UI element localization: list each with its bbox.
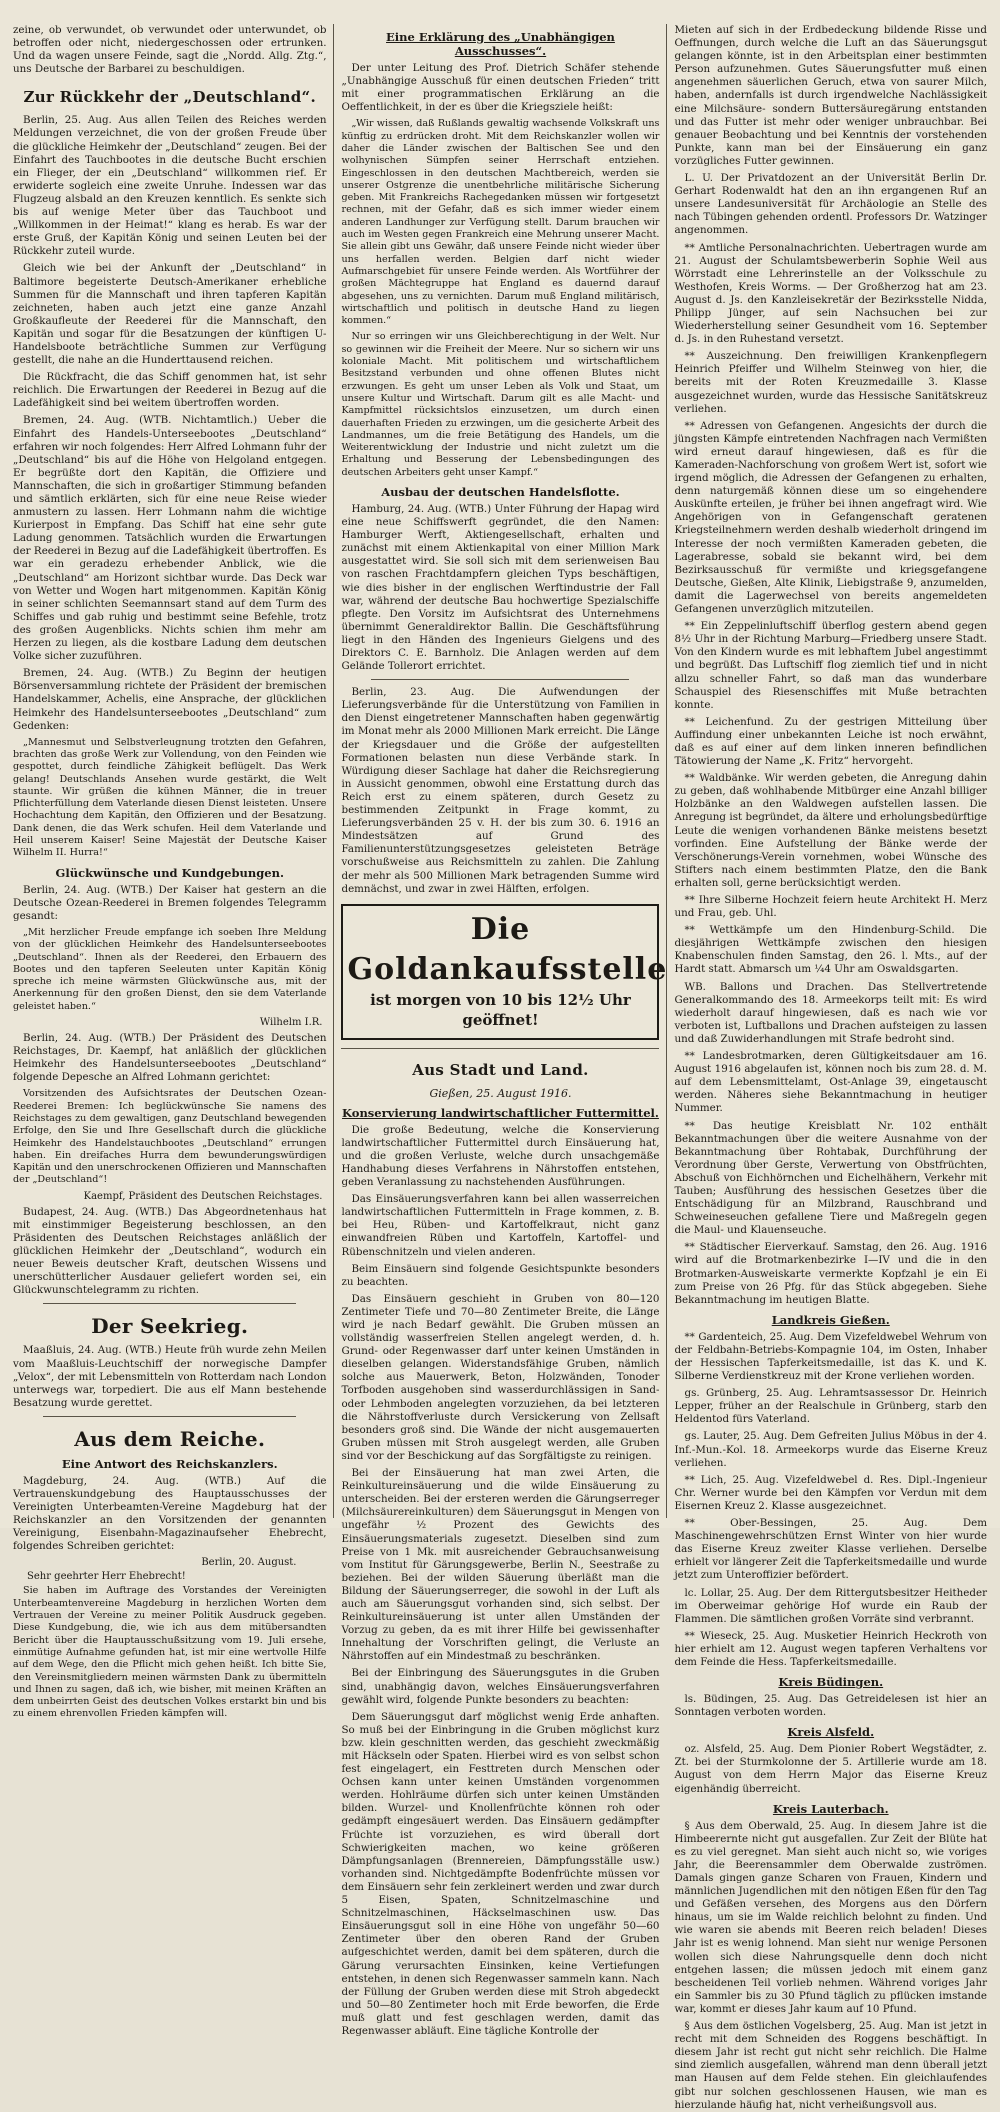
subhead-glueckwuensche: Glückwünsche und Kundgebungen.: [55, 865, 284, 880]
paragraph: WB. Ballons und Drachen. Das Stellvertretende Generalkommando des 18. Armeekorps teilt mit: Es wird wiederholt darauf hingewiesen, daß es nach wie vor verboten ist, Luftballons und Drachen aufsteigen zu lassen und daß Zuwiderhandlungen mit Strafe bedroht sind.: [674, 980, 987, 1045]
letter-place-date: Berlin, 20. August.: [201, 1557, 297, 1569]
paragraph: gs. Lauter, 25. Aug. Dem Gefreiten Julius Möbus in der 4. Inf.-Mun.-Kol. 18. Armeekorps wurde das Eiserne Kreuz verliehen.: [674, 1430, 987, 1469]
headline-reiche: Aus dem Reiche.: [74, 1426, 266, 1451]
paragraph: ls. Büdingen, 25. Aug. Das Getreidelesen ist hier an Sonntagen verboten worden.: [674, 1693, 987, 1719]
signature-kaempf: Kaempf, Präsident des Deutschen Reichstages.: [83, 1190, 323, 1202]
notice-subtitle: ist morgen von 10 bis 12½ Uhr geöffnet!: [370, 990, 631, 1029]
paragraph: Berlin, 25. Aug. Aus allen Teilen des Reiches werden Meldungen verzeichnet, die von der großen Freude über die glückliche Heimkehr der „Deutschland“ zeugen. Bei der Einfahrt des Tauchbootes in die deutsche Bucht erschien ein Flieger, der ein „Deutschland“ willkommen rief. Er erwiderte sogleich eine zweite Unruhe. Indessen war das Flugzeug alsbald an den Kreuzen kenntlich. Es senkte sich bis auf wenige Meter über das Tauchboot und „Willkommen in der Heimat!“ klang es herab. Es war der erste Gruß, der Kapitän König und seinen Leuten bei der Rückkehr zuteil wurde.: [13, 114, 327, 258]
paragraph: ** Landesbrotmarken, deren Gültigkeitsdauer am 16. August 1916 abgelaufen ist, können noch bis zum 28. d. M. auf dem Lebensmittelamt, Ost-Anlage 39, eingetauscht werden. Näheres siehe Bekanntmachung in heutiger Nummer.: [674, 1050, 987, 1115]
paragraph: Das Einsäuern geschieht in Gruben von 80—120 Zentimeter Tiefe und 70—80 Zentimeter Breite, die Länge wird je nach Bedarf gewählt. Die Gruben müssen an vollständig wasserfreien Stellen angelegt werden, d. h. Grund- oder Regenwasser darf unter keinen Umständen in dieselben gelangen. Widerstandsfähige Gruben, nämlich solche aus Mauerwerk, Beton, Holzwänden, Tonoder Torfboden ausgehoben sind wasserdurchlässigen in Sand- oder Lehmboden angelegten vorzuziehen, da bei letzteren die Nährstoffverluste durch Versickerung von Zellsaft besonders groß sind. Die Wände der nicht ausgemauerten Gruben müssen mit Stroh ausgelegt werden, alle Gruben sind vor der Beschickung auf das Sorgfältigste zu reinigen.: [341, 1292, 660, 1462]
paragraph: ** Amtliche Personalnachrichten. Uebertragen wurde am 21. August der Schulamtsbewerberin Sophie Weil aus Wörrstadt eine Lehrerinstelle an der Volksschule zu Westhofen, Kreis Worms. — Der Großherzog hat am 23. August d. Js. den Kanzleisekretär der Bezirksstelle Nidda, Philipp Jünger, auf sein Nachsuchen bei zur Wiederherstellung seiner Gesundheit vom 16. September d. Js. in den Ruhestand versetzt.: [674, 241, 987, 346]
paragraph: ** Leichenfund. Zu der gestrigen Mitteilung über Auffindung einer unbekannten Leiche ist noch erwähnt, daß es auf einer auf dem linken inneren befindlichen Tätowierung der Name „K. Fritz“ hervorgeht.: [674, 715, 987, 768]
quote-paragraph: „Wir wissen, daß Rußlands gewaltig wachsende Volkskraft uns künftig zu erdrücken droht. Mit dem Reichskanzler wollen wir daher die Länder zwischen der Baltischen See und den wolhynischen Sümpfen seiner Herrschaft entziehen. Eingeschlossen in den deutschen Machtbereich, werden sie unserer Ostgrenze die unentbehrliche militärische Sicherung geben. Mit Frankreichs Rachegedanken müssen wir fortgesetzt rechnen, mit der Gefahr, daß es sich immer wieder einem anderen Landhunger zur Verfügung stellt. Darum brauchen wir auch im Westen gegen Frankreich eine Mehrung unserer Macht. Sie allein gibt uns Gewähr, daß unsere Feinde nicht wieder über uns herfallen werden. Belgien darf nicht wieder Aufmarschgebiet für unsere Feinde werden. Als Wortführer der großen Mächtegruppe hat England es dauernd darauf abgesehen, uns zu vernichten. Darum muß England militärisch, wirtschaftlich und politisch in deutsche Hand zu liegen kommen.“: [341, 118, 660, 327]
paragraph: Bei der Einsäuerung hat man zwei Arten, die Reinkultureinsäuerung und die wilde Einsäuerung zu unterscheiden. Bei der ersteren werden die Gärungserreger (Milchsäurereinkulturen) dem Säuerungsgut in Mengen von ungefähr ½ Prozent des Gewichts des Einsäuerungsmaterials zugesetzt. Dieselben sind zum Preise von 1 Mk. mit ausreichender Gebrauchsanweisung vom Institut für Gärungsgewerbe, Berlin N., Seestraße zu beziehen. Bei der wilden Säuerung überläßt man die Bildung der Säuerungserreger, die sowohl in der Luft als auch am Säuerungsgut vorhanden sind, sich selbst. Der Reinkultureinsäuerung ist unter allen Umständen der Vorzug zu geben, da es mit ihrer Hilfe bei gewissenhafter Innehaltung der Vorschriften gelingt, die Verluste an Nährstoffen auf ein Mindestmaß zu beschränken.: [341, 1467, 660, 1663]
dateline: Gießen, 25. August 1916.: [429, 1086, 572, 1100]
paragraph: Hamburg, 24. Aug. (WTB.) Unter Führung der Hapag wird eine neue Schiffswerft gegründet, die den Namen: Hamburger Werft, Aktiengesellschaft, erhalten und zunächst mit einem Aktienkapital von einer Million Mark ausgestattet wird. Sie soll sich mit dem serienweisen Bau von raschen Frachtdampfern gleichen Typs beschäftigen, wie dies bisher in der englischen Werftindustrie der Fall war, während der deutsche Bau hochwertige Spezialschiffe pflegte. Den Vorsitz im Aufsichtsrat des Unternehmens übernimmt Generaldirektor Ballin. Die Geschäftsführung liegt in den Händen des Ingenieurs Gielgens und des Direktors C. E. Barnholz. Die Anlagen werden auf dem Gelände Tollerort errichtet.: [341, 502, 660, 673]
subhead-landkreis-giessen: Landkreis Gießen.: [771, 1312, 890, 1327]
goldankauf-notice: [341, 904, 668, 1040]
quote-paragraph: „Mannesmut und Selbstverleugnung trotzten den Gefahren, brachten das große Werk zur Vollendung, von den Feinden wie gespottet, durch feindliche Zähigkeit beflügelt. Das Werk gelang! Deutschlands Ansehen wurde gestärkt, die Welt staunte. Wir grüßen die kühnen Männer, die in treuer Pflichterfüllung dem Vaterlande diesen Dienst leisteten. Unsere Hochachtung dem Kapitän, den Offizieren und der Besatzung. Dank denen, die das Werk schufen. Heil dem Vaterlande und Heil unserem Kaiser! Seine Majestät der Deutsche Kaiser Wilhelm II. Hurra!“: [13, 736, 327, 859]
subhead-handelsflotte: Ausbau der deutschen Handelsflotte.: [381, 484, 620, 499]
divider: [43, 1416, 296, 1417]
letter-body: Sie haben im Auftrage des Vorstandes der Vereinigten Unterbeamtenvereine Magdeburg in herzlichen Worten dem Vertrauen der Vereine zu meiner Politik Ausdruck gegeben. Diese Kundgebung, die, wie ich aus dem mitübersandten Bericht über die Hauptausschußsitzung vom 19. Juli ersehe, einmütige Aufnahme gefunden hat, ist mir eine wertvolle Hilfe auf dem Wege, den die Pflicht mich gehen heißt. Ich bitte Sie, den Vereinsmitgliedern meinen wärmsten Dank zu übermitteln und Ihnen zu sagen, daß ich, wie bisher, mit meinen Kräften an dem unbeirrten Geist des deutschen Volkes erstarkt bin und bis zu einem ehrenvollen Frieden kämpfen will.: [13, 1585, 327, 1720]
paragraph: ** Städtischer Eierverkauf. Samstag, den 26. Aug. 1916 wird auf die Brotmarkenbezirke I—IV und die in den Brotmarken-Ausweiskarte vermerkte Kopfzahl je ein Ei zum Preise von 26 Pfg. für das Stück abgegeben. Siehe Bekanntmachung im heutigen Blatte.: [674, 1241, 987, 1306]
letter-salutation: Sehr geehrter Herr Ehebrecht!: [27, 1571, 186, 1583]
paragraph: ** Waldbänke. Wir werden gebeten, die Anregung dahin zu geben, daß wohlhabende Mitbürger eine Anzahl billiger Holzbänke an den Waldwegen aufstellen lassen. Die Anregung ist begründet, da ältere und erholungsbedürftige Leute die wenigen vorhandenen Bänke meistens besetzt vorfinden. Eine Aufstellung der Bänke werde der Verschönerungs-Verein vornehmen, wobei Wünsche des Stifters nach einem bestimmten Platze, den die Bank erhalten soll, gerne berücksichtigt werden.: [674, 772, 987, 889]
paragraph: Maaßluis, 24. Aug. (WTB.) Heute früh wurde zehn Meilen vom Maaßluis-Leuchtschiff der norwegische Dampfer „Velox“, der mit Lebensmitteln von Rotterdam nach London unterwegs war, torpediert. Die aus elf Mann bestehende Besatzung wurde gerettet.: [13, 1344, 327, 1409]
paragraph: Berlin, 24. Aug. (WTB.) Der Kaiser hat gestern an die Deutsche Ozean-Reederei in Bremen folgendes Telegramm gesandt:: [13, 883, 327, 922]
paragraph: L. U. Der Privatdozent an der Universität Berlin Dr. Gerhart Rodenwaldt hat den an ihn ergangenen Ruf an unsere Landesuniversität für Archäologie an Stelle des nach Tübingen gehenden ordentl. Professors Dr. Watzinger angenommen.: [674, 172, 987, 237]
paragraph: Der unter Leitung des Prof. Dietrich Schäfer stehende „Unabhängige Ausschuß für einen deutschen Frieden“ tritt mit einer programmatischen Erklärung an die Oeffentlichkeit, in der es über die Kriegsziele heißt:: [341, 62, 660, 114]
paragraph: Die Rückfracht, die das Schiff genommen hat, ist sehr reichlich. Die Erwartungen der Reederei in Bezug auf die Ladefähigkeit sind bei weitem übertroffen worden.: [13, 371, 327, 410]
column-1: [6, 24, 333, 1720]
paragraph: ** Ein Zeppelinluftschiff überflog gestern abend gegen 8½ Uhr in der Richtung Marburg—Friedberg unsere Stadt. Von den Kindern wurde es mit lebhaftem Jubel angestimmt und begrüßt. Das Luftschiff flog ziemlich tief und in nicht allzu schneller Fahrt, so daß man das wunderbare Schauspiel des Riesenschiffes mit Muße betrachten konnte.: [674, 620, 987, 711]
paragraph: ** Ober-Bessingen, 25. Aug. Dem Maschinengewehrschützen Ernst Winter von hier wurde das Eiserne Kreuz zweiter Klasse verliehen. Derselbe erhielt vor längerer Zeit die Tapferkeitsmedaille und wurde jetzt zum Unteroffizier befördert.: [674, 1517, 987, 1582]
headline-seekrieg: Der Seekrieg.: [91, 1314, 249, 1339]
subhead-kreis-lauterbach: Kreis Lauterbach.: [772, 1801, 889, 1816]
paragraph: ** Ihre Silberne Hochzeit feiern heute Architekt H. Merz und Frau, geb. Uhl.: [674, 894, 987, 920]
signature-kaiser: Wilhelm I.R.: [259, 1017, 323, 1029]
subhead-kreis-buedingen: Kreis Büdingen.: [778, 1675, 884, 1690]
paragraph: Magdeburg, 24. Aug. (WTB.) Auf die Vertrauenskundgebung des Hauptausschusses der Vereinigten Unterbeamten-Vereine Magdeburg hat der Reichskanzler an den Vorsitzenden der genannten Vereinigung, Eisenbahn-Magazinaufseher Ehebrecht, folgendes Schreiben gerichtet:: [13, 1474, 327, 1553]
quote-paragraph: Vorsitzenden des Aufsichtsrates der Deutschen Ozean-Reederei Bremen: Ich beglückwünsche Sie namens des Reichstages zu dem gewaltigen, ganz Deutschland bewegenden Erfolge, den Sie und Ihre Gesellschaft durch die glückliche Heimkehr des Handelstauchbootes „Deutschland“ errungen haben. Ein dreifaches Hurra dem bewunderungswürdigen Kapitän und den unerschrockenen Offizieren und Mannschaften der „Deutschland“!: [13, 1088, 327, 1186]
subhead-erklaerung: Eine Erklärung des „Unabhängigen Ausschusses“.: [386, 30, 615, 58]
paragraph: gs. Grünberg, 25. Aug. Lehramtsassessor Dr. Heinrich Lepper, früher an der Realschule in Grünberg, starb den Heldentod fürs Vaterland.: [674, 1387, 987, 1426]
column-2: [333, 24, 668, 2037]
paragraph: Beim Einsäuern sind folgende Gesichtspunkte besonders zu beachten.: [341, 1262, 660, 1288]
quote-paragraph: „Mit herzlicher Freude empfange ich soeben Ihre Meldung von der glücklichen Heimkehr des Handelsunterseebootes „Deutschland“. Ihnen als der Reederei, den Erbauern des Bootes und den tapferen Seeleuten unter Kapitän König spreche ich meine wärmsten Glückwünsche aus, mit der Anerkennung für den großen Dienst, den sie dem Vaterlande geleistet haben.“: [13, 926, 327, 1012]
intro-paragraph: zeine, ob verwundet, ob verwundet oder unterwundet, ob betroffen oder nicht, niedergeschossen oder ertrunken. Und da wagen unsere Feinde, sagt die „Nordd. Allg. Ztg.“, uns Deutsche der Barbarei zu beschuldigen.: [13, 24, 327, 76]
columns: [6, 24, 994, 2111]
paragraph: ** Das heutige Kreisblatt Nr. 102 enthält Bekanntmachungen über die weitere Ausnahme von der Bekanntmachung über Rohtabak, Durchführung der Verordnung über Gerste, Verwertung von Obstfrüchten, Abschuß von Eichhörnchen und Eichelhähern, Verkehr mit Tauben; Ausführung des hessischen Gesetzes über die Entschädigung für an Milzbrand, Rauschbrand und Schweineseuchen gefallene Tiere und Maßregeln gegen die Maul- und Klauenseuche.: [674, 1119, 987, 1237]
paragraph: Bei der Einbringung des Säuerungsgutes in die Gruben sind, unabhängig davon, welches Einsäuerungsverfahren gewählt wird, folgende Punkte besonders zu beachten:: [341, 1667, 660, 1706]
paragraph: Berlin, 24. Aug. (WTB.) Der Präsident des Deutschen Reichstages, Dr. Kaempf, hat anläßlich der glücklichen Heimkehr des Handelsunterseebootes „Deutschland“ folgende Depesche an Alfred Lohmann gerichtet:: [13, 1032, 327, 1084]
paragraph: Bremen, 24. Aug. (WTB. Nichtamtlich.) Ueber die Einfahrt des Handels-Unterseebootes „Deutschland“ erfahren wir noch folgendes: Herr Alfred Lohmann fuhr der „Deutschland“ bis auf die Höhe von Helgoland entgegen. Er begrüßte dort den Kapitän, die Offiziere und Mannschaften, die sich in großartiger Stimmung befanden und sämtlich erklärten, sich für eine neue Reise wieder anmustern zu lassen. Herr Lohmann nahm die wichtige Kurierpost in Empfang. Das Schiff hat eine sehr gute Ladung genommen. Tatsächlich wurden die Erwartungen der Reederei in Bezug auf die Ladefähigkeit übertroffen. Es war ein geradezu erhebender Anblick, wie die „Deutschland“ am Horizont sichtbar wurde. Das Deck war von Wetter und Wogen hart mitgenommen. Kapitän König in seiner schlichten Seemannsart stand auf dem Turm des Schiffes und gab ruhig und bestimmt seine Befehle, trotz des großen Augenblicks. Nichts schien ihm mehr am Herzen zu liegen, als die kostbare Ladung dem deutschen Volke sicher zuzuführen.: [13, 414, 327, 663]
paragraph: Budapest, 24. Aug. (WTB.) Das Abgeordnetenhaus hat mit einstimmiger Begeisterung beschlossen, an den Präsidenten des Deutschen Reichstages anläßlich der glücklichen Heimkehr der „Deutschland“, wodurch ein neuer Beweis deutscher Kraft, deutschen Wissens und unerschütterlicher Ausdauer geliefert worden sei, ein Glückwunschtelegramm zu richten.: [13, 1205, 327, 1297]
subhead-kreis-alsfeld: Kreis Alsfeld.: [787, 1725, 875, 1740]
paragraph: Die große Bedeutung, welche die Konservierung landwirtschaftlicher Futtermittel durch Einsäuerung hat, und die großen Verluste, welche durch unsachgemäße Handhabung dieses Verfahrens in Nährstoffen entstehen, geben Veranlassung zu nachstehenden Ausführungen.: [341, 1123, 660, 1189]
headline-stadt-land: Aus Stadt und Land.: [412, 1060, 589, 1079]
paragraph: ** Wieseck, 25. Aug. Musketier Heinrich Heckroth von hier erhielt am 12. August wegen tapferen Verhaltens vor dem Feinde die Hess. Tapferkeitsmedaille.: [674, 1629, 987, 1668]
paragraph: oz. Alsfeld, 25. Aug. Dem Pionier Robert Wegstädter, z. Zt. bei der Sturmkolonne der 5. Artillerie wurde am 18. August von dem Herrn Major das Eiserne Kreuz eigenhändig überreicht.: [674, 1743, 987, 1795]
paragraph: Gleich wie bei der Ankunft der „Deutschland“ in Baltimore begeisterte Deutsch-Amerikaner erhebliche Summen für die Mannschaft und ihren tapferen Kapitän zeichneten, haben auch jetzt eine ganze Anzahl Großkaufleute der Reederei für die Mannschaft, den Kapitän und sogar für die Besatzungen der künftigen U-Handelsboote beträchtliche Summen zur Verfügung gestellt, die nahe an die Hunderttausend reichen.: [13, 262, 327, 367]
divider: [341, 1048, 659, 1049]
paragraph: lc. Lollar, 25. Aug. Der dem Rittergutsbesitzer Heitheder im Oberweimar gehörige Hof wurde ein Raub der Flammen. Die sämtlichen großen Vorräte sind verbrannt.: [674, 1586, 987, 1625]
paragraph: Bremen, 24. Aug. (WTB.) Zu Beginn der heutigen Börsenversammlung richtete der Präsident der bremischen Handelskammer, Achelis, eine Ansprache, der glücklichen Heimkehr des Handelsunterseebootes „Deutschland“ zum Gedenken:: [13, 667, 327, 732]
subhead-konservierung: Konservierung landwirtschaftlicher Futtermittel.: [342, 1105, 659, 1120]
paragraph: Berlin, 23. Aug. Die Aufwendungen der Lieferungsverbände für die Unterstützung von Familien in den Dienst eingetretener Mannschaften haben gegenwärtig im Monat mehr als 2000 Millionen Mark erreicht. Die Länge der Kriegsdauer und die Größe der aufgestellten Formationen belasten nun diese Verbände stark. In Würdigung dieser Sachlage hat daher die Reichsregierung in Aussicht genommen, obwohl eine Erstattung durch das Reich erst zu einem späteren, durch Gesetz zu bestimmenden Zeitpunkt in Frage kommt, zu Lieferungsverbänden 25 v. H. der bis zum 30. 6. 1916 an Mindestsätzen auf Grund des Familienunterstützungsgesetzes geleisteten Beträge vorschußweise aus Reichsmitteln zu zahlen. Die Zahlung der mehr als 500 Millionen Mark betragenden Summe wird demnächst, und zwar in zwei Hälften, erfolgen.: [341, 686, 660, 895]
headline-deutschland: Zur Rückkehr der „Deutschland“.: [23, 88, 316, 107]
paragraph: ** Auszeichnung. Den freiwilligen Krankenpflegern Heinrich Pfeiffer und Wilhelm Steinweg von hier, die bereits mit der Roten Kreuzmedaille 3. Klasse ausgezeichnet wurden, wurde das Hessische Sanitätskreuz verliehen.: [674, 350, 987, 415]
subhead-antwort: Eine Antwort des Reichskanzlers.: [61, 1456, 278, 1471]
paragraph: Das Einsäuerungsverfahren kann bei allen wasserreichen landwirtschaftlichen Futtermitteln in Frage kommen, z. B. bei Heu, Rüben- und Kartoffelkraut, nicht ganz einwandfreien Rüben und Kartoffeln, Kartoffel- und Rübenschnitzeln und vielen anderen.: [341, 1193, 660, 1258]
paragraph: § Aus dem östlichen Vogelsberg, 25. Aug. Man ist jetzt in recht mit dem Schneiden des Roggens beschäftigt. In diesem Jahr ist recht gut nicht sehr reichlich. Die Halme sind ziemlich ausgefallen, während man denn überall jetzt man Hausen auf dem Felde stehen. Ein gleichlaufendes gibt nur solchen geschlossenen Hausen, wie man es hierzulande häufig hat, nicht verheißungsvoll aus.: [674, 2020, 987, 2111]
paragraph: ** Adressen von Gefangenen. Angesichts der durch die jüngsten Kämpfe eintretenden Nachfragen nach Vermißten wird erneut darauf hingewiesen, daß es für die Kameraden-Nachforschung von großem Wert ist, sofort wie irgend möglich, die Adressen der Gefangenen zu erhalten, denn naturgemäß können diese um so eingehendere Auskünfte erteilen, je früher bei ihnen angefragt wird. Wie Angehörigen von in Gefangenschaft geratenen Kriegsteilnehmern werden deshalb wiederholt dringend im Interesse der noch vermißten Kameraden gebeten, die Lagerabresse, sobald sie bekannt wird, bei dem Bezirksausschuß für vermißte und kriegsgefangene Deutsche, Gießen, Alte Klinik, Liebigstraße 9, anzumelden, damit die Lagerwechsel von bereits angemeldeten Gefangenen unverzüglich mitzuteilen.: [674, 419, 987, 616]
quote-paragraph: Nur so erringen wir uns Gleichberechtigung in der Welt. Nur so gewinnen wir die Freiheit der Meere. Nur so sichern wir uns koloniale Macht. Mit politischem und wirtschaftlichem Besitzstand verbunden und ohne offenen Blutes nicht erzwungen. Es geht um unser Leben als Volk und Staat, um unsere Kultur und Wirtschaft. Darum gilt es alle Macht- und Kampfmittel rücksichtslos einzusetzen, um durch einen dauerhaften Frieden zu erzwingen, um die gesicherte Arbeit des Landmannes, um die freie Betätigung des Handels, um die Weiterentwicklung der Industrie und nicht zuletzt um die Erhaltung und Besserung der Lebensbedingungen des deutschen Arbeiters geht unser Kampf.“: [341, 331, 660, 478]
column-3: [666, 24, 994, 2111]
paragraph: § Aus dem Oberwald, 25. Aug. In diesem Jahre ist die Himbeerernte nicht gut ausgefallen. Zur Zeit der Blüte hat es zu viel geregnet. Man sieht auch nicht so, wie voriges Jahr, die Beerensammler dem Oberwalde zuströmen. Damals gingen ganze Scharen von Frauen, Kindern und männlichen Jugendlichen mit den nötigen Eßen für den Tag und Gefäßen versehen, des Morgens aus den Dörfern hinaus, um sie im Walde reichlich belohnt zu finden. Und wie waren sie abends mit Beeren reich beladen! Dieses Jahr ist es wenig lohnend. Man sieht nur wenige Personen wollen sich diese Nahrungsquelle denn doch nicht entgehen lassen; die müssen jedoch mit einem ganz bescheidenen Teil vorlieb nehmen. Während voriges Jahr ein Sammler bis zu 30 Pfund täglich zu pflücken imstande war, kommt er dieses Jahr kaum auf 10 Pfund.: [674, 1819, 987, 2015]
divider: [371, 679, 629, 680]
paragraph: ** Lich, 25. Aug. Vizefeldwebel d. Res. Dipl.-Ingenieur Chr. Werner wurde bei den Kämpfen vor Verdun mit dem Eisernen Kreuz 2. Klasse ausgezeichnet.: [674, 1473, 987, 1512]
paragraph: ** Wettkämpfe um den Hindenburg-Schild. Die diesjährigen Wettkämpfe zwischen den hiesigen Knabenschulen finden Samstag, den 26. l. Mts., auf der Hardt statt. Abmarsch um ¼4 Uhr am Oswaldsgarten.: [674, 924, 987, 976]
divider: [43, 1303, 296, 1304]
notice-title: Die Goldankaufsstelle: [347, 911, 668, 987]
paragraph: ** Gardenteich, 25. Aug. Dem Vizefeldwebel Wehrum von der Feldbahn-Betriebs-Kompagnie 104, im Osten, Inhaber der Hessischen Tapferkeitsmedaille, ist das K. und K. Silberne Verdienstkreuz mit der Krone verliehen worden.: [674, 1330, 987, 1383]
paragraph: Dem Säuerungsgut darf möglichst wenig Erde anhaften. So muß bei der Einbringung in die Gruben möglichst kurz bzw. klein geschnitten werden, das geschieht zweckmäßig mit Häckseln oder Spaten. Hierbei wird es von selbst schon fest eingelagert, ein Festtreten durch Menschen oder Ochsen kann unter keinen Umständen vorgenommen werden. Hohlräume dürfen sich unter keinen Umständen bilden. Wurzel- und Knollenfrüchte können roh oder gedämpft eingesäuert werden. Das Einsäuern gedämpfter Früchte ist vorzuziehen, es wird überall dort Schwierigkeiten machen, wo keine größeren Dämpfungsanlagen (Brennereien, Dämpfungsställe usw.) vorhanden sind. Nichtgedämpfte Bodenfrüchte müssen vor dem Einsäuern sehr fein zerkleinert werden und zwar durch 5 Eisen, Spaten, Schnitzelmaschine und Schnitzelmaschinen, Häckselmaschinen usw. Das Einsäuerungsgut soll in eine Höhe von ungefähr 50—60 Zentimeter über den oberen Rand der Gruben aufgeschichtet werden, damit bei dem späteren, durch die Gärung verursachten Einsinken, keine Vertiefungen entstehen, in denen sich Regenwasser sammeln kann. Nach der Füllung der Gruben werden diese mit Stroh abgedeckt und 50—80 Zentimeter hoch mit Erde beworfen, die Erde muß glatt und fest geschlagen werden, damit das Regenwasser abläuft. Eine tägliche Kontrolle der: [341, 1710, 660, 2037]
paragraph: Mieten auf sich in der Erdbedeckung bildende Risse und Oeffnungen, durch welche die Luft an das Säuerungsgut gelangen könnte, ist in den Arbeitsplan einer bestimmten Person aufzunehmen. Gutes Säuerungsfutter muß einen angenehmen säuerlichen Geruch, etwa von saurer Milch, haben, andernfalls ist durch irgendwelche Nachlässigkeit eine Milchsäure- sondern Buttersäuregärung entstanden und das Futter ist mehr oder weniger unbrauchbar. Bei genauer Beobachtung und bei Kenntnis der vorstehenden Punkte, kann man bei der Einsäuerung ein ganz vorzügliches Futter gewinnen.: [674, 24, 987, 167]
